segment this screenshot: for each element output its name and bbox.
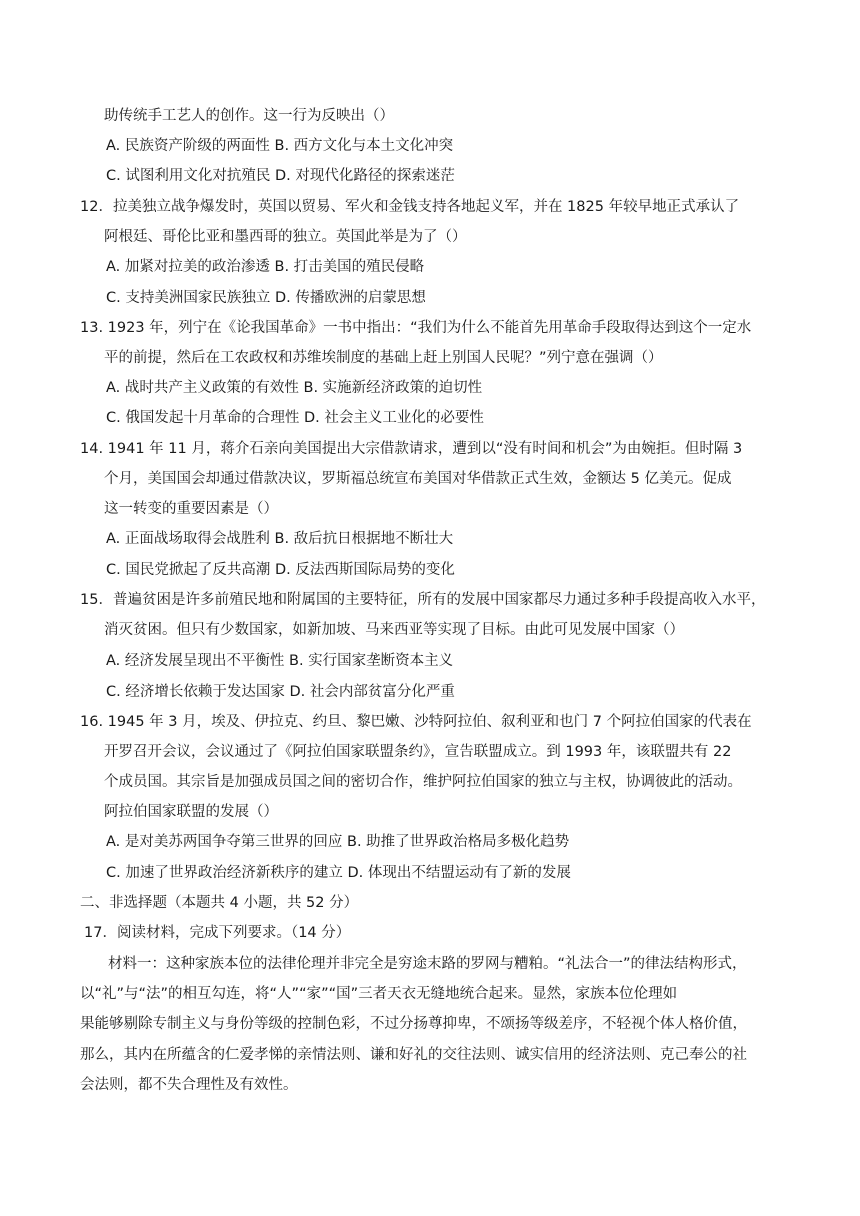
q13-stem-line-2: 平的前提，然后在工农政权和苏维埃制度的基础上赶上别国人民呢？”列宁意在强调（）	[104, 350, 663, 366]
q13-options-ab: A. 战时共产主义政策的有效性 B. 实施新经济政策的迫切性	[106, 380, 483, 396]
q16-stem-line-4: 阿拉伯国家联盟的发展（）	[104, 804, 278, 820]
q12-stem-line-1: 12．拉美独立战争爆发时，英国以贸易、军火和金钱支持各地起义军，并在 1825 年较早地正式承认了	[80, 199, 740, 215]
q13-stem-line-1: 13. 1923 年，列宁在《论我国革命》一书中指出：“我们为什么不能首先用革命手段取得达到这个一定水	[80, 320, 752, 336]
q17-material-line-2: 以“礼”与“法”的相互勾连，将“人”“家”“国”三者天衣无缝地统合起来。显然，家族本位伦理如	[80, 986, 678, 1002]
q15-options-ab: A. 经济发展呈现出不平衡性 B. 实行国家垄断资本主义	[106, 653, 454, 669]
q15-stem-line-1: 15．普遍贫困是许多前殖民地和附属国的主要特征，所有的发展中国家都尽力通过多种手段提高收入水平，	[80, 592, 766, 608]
q14-options-cd: C. 国民党掀起了反共高潮 D. 反法西斯国际局势的变化	[106, 562, 455, 578]
q14-stem-line-3: 这一转变的重要因素是（）	[104, 501, 278, 517]
q11-stem-continued: 助传统手工艺人的创作。这一行为反映出（）	[104, 108, 394, 124]
q11-options-ab: A. 民族资产阶级的两面性 B. 西方文化与本土文化冲突	[106, 138, 454, 154]
q17-material-line-5: 会法则，都不失合理性及有效性。	[80, 1077, 298, 1093]
q13-options-cd: C. 俄国发起十月革命的合理性 D. 社会主义工业化的必要性	[106, 410, 484, 426]
q12-options-cd: C. 支持美洲国家民族独立 D. 传播欧洲的启蒙思想	[106, 290, 426, 306]
q15-options-cd: C. 经济增长依赖于发达国家 D. 社会内部贫富分化严重	[106, 684, 455, 700]
q14-stem-line-1: 14. 1941 年 11 月，蒋介石亲向美国提出大宗借款请求，遭到以“没有时间和机会”为由婉拒。但时隔 3	[80, 441, 743, 457]
q17-material-line-1: 材料一：这种家族本位的法律伦理并非完全是穷途末路的罗网与糟粕。“礼法合一”的律法结构形式，	[108, 956, 747, 972]
q16-stem-line-2: 开罗召开会议，会议通过了《阿拉伯国家联盟条约》，宣告联盟成立。到 1993 年，该联盟共有 22	[104, 744, 732, 760]
q14-stem-line-2: 个月，美国国会却通过借款决议，罗斯福总统宣布美国对华借款正式生效，金额达 5 亿美元。促成	[104, 471, 732, 487]
q16-stem-line-3: 个成员国。其宗旨是加强成员国之间的密切合作，维护阿拉伯国家的独立与主权，协调彼此的活动。	[104, 774, 742, 790]
q16-options-cd: C. 加速了世界政治经济新秩序的建立 D. 体现出不结盟运动有了新的发展	[106, 865, 571, 881]
q11-options-cd: C. 试图利用文化对抗殖民 D. 对现代化路径的探索迷茫	[106, 168, 455, 184]
q16-stem-line-1: 16. 1945 年 3 月，埃及、伊拉克、约旦、黎巴嫩、沙特阿拉伯、叙利亚和也门 7 个阿拉伯国家的代表在	[80, 714, 752, 730]
section-heading: 二、非选择题（本题共 4 小题，共 52 分）	[80, 895, 359, 911]
q15-stem-line-2: 消灭贫困。但只有少数国家，如新加坡、马来西亚等实现了目标。由此可见发展中国家（）	[104, 622, 684, 638]
q12-stem-line-2: 阿根廷、哥伦比亚和墨西哥的独立。英国此举是为了（）	[104, 229, 467, 245]
q17-stem: 17．阅读材料，完成下列要求。（14 分）	[84, 925, 351, 941]
q12-options-ab: A. 加紧对拉美的政治渗透 B. 打击美国的殖民侵略	[106, 259, 425, 275]
q14-options-ab: A. 正面战场取得会战胜利 B. 敌后抗日根据地不断壮大	[106, 531, 454, 547]
q16-options-ab: A. 是对美苏两国争夺第三世界的回应 B. 助推了世界政治格局多极化趋势	[106, 834, 570, 850]
q17-material-line-4: 那么，其内在所蕴含的仁爱孝悌的亲情法则、谦和好礼的交往法则、诚实信用的经济法则、克己奉公的社	[80, 1047, 747, 1063]
q17-material-line-3: 果能够剔除专制主义与身份等级的控制色彩，不过分扬尊抑卑，不颂扬等级差序，不轻视个体人格价值，	[80, 1016, 747, 1032]
